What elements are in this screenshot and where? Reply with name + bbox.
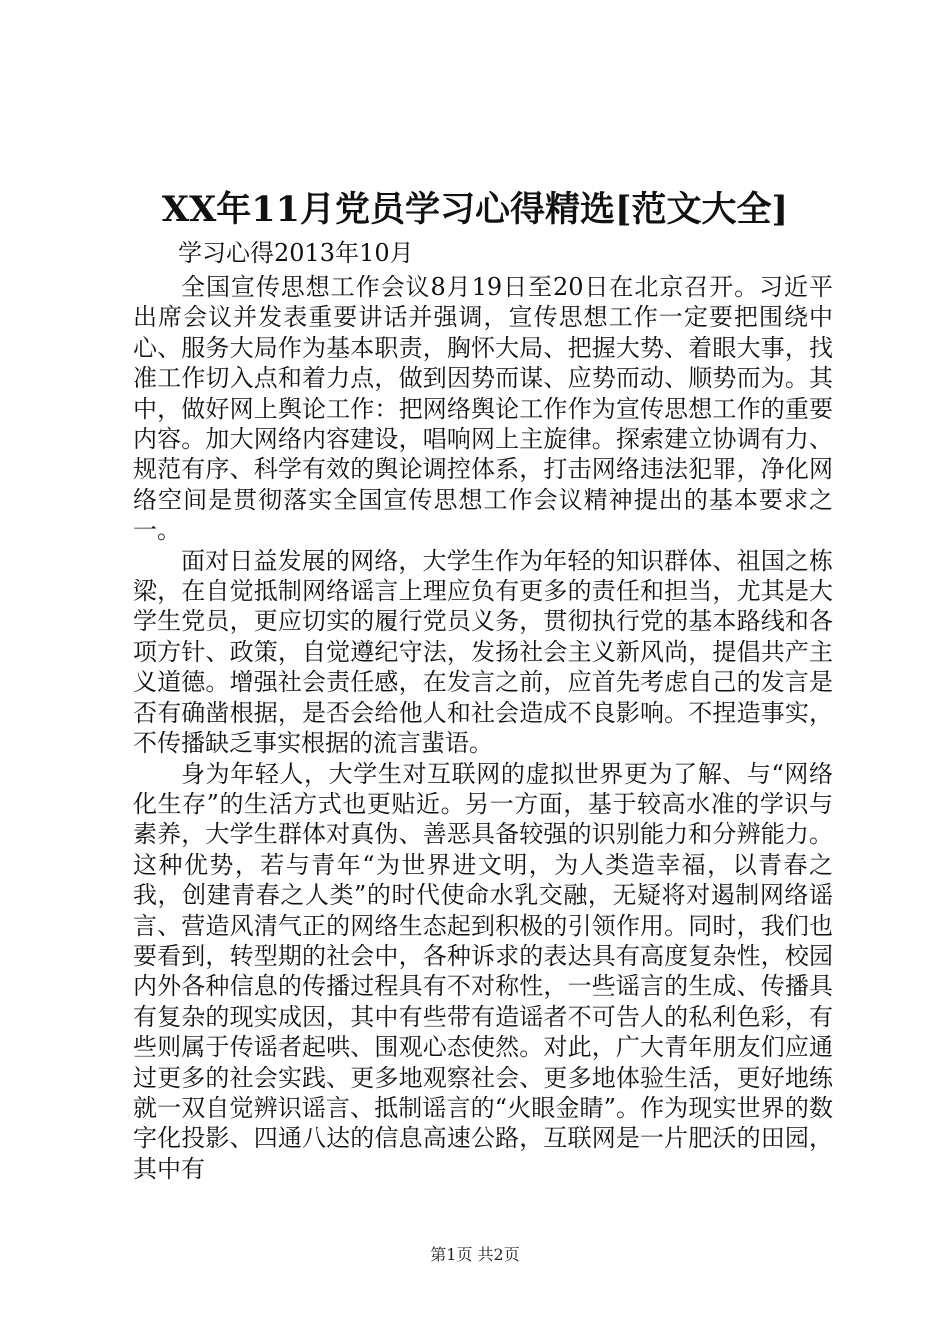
paragraph: 面对日益发展的网络，大学生作为年轻的知识群体、祖国之栋梁，在自觉抵制网络谣言上理应负有更多的责任和担当，尤其是大学生党员，更应切实的履行党员义务，贯彻执行党的基本路线和各项方针、政策，自觉遵纪守法，发扬社会主义新风尚，提倡共产主义道德。增强社会责任感，在发言之前，应首先考虑自己的发言是否有确凿根据，是否会给他人和社会造成不良影响。不捏造事实，不传播缺乏事实根据的流言蜚语。 (133, 546, 833, 758)
document-body (133, 272, 833, 1184)
document-subtitle: 学习心得2013年10月 (178, 239, 414, 267)
paragraph: 全国宣传思想工作会议8月19日至20日在北京召开。习近平出席会议并发表重要讲话并强调，宣传思想工作一定要把围绕中心、服务大局作为基本职责，胸怀大局、把握大势、着眼大事，找准工作切入点和着力点，做到因势而谋、应势而动、顺势而为。其中，做好网上舆论工作：把网络舆论工作作为宣传思想工作的重要内容。加大网络内容建设，唱响网上主旋律。探索建立协调有力、规范有序、科学有效的舆论调控体系，打击网络违法犯罪，净化网络空间是贯彻落实全国宣传思想工作会议精神提出的基本要求之一。 (133, 273, 833, 545)
page-footer: 第1页 共2页 (430, 1245, 520, 1264)
document-title: XX年11月党员学习心得精选[范文大全] (161, 189, 789, 230)
paragraph: 身为年轻人，大学生对互联网的虚拟世界更为了解、与“网络化生存”的生活方式也更贴近。另一方面，基于较高水准的学识与素养，大学生群体对真伪、善恶具备较强的识别能力和分辨能力。这种优势，若与青年“为世界进文明，为人类造幸福，以青春之我，创建青春之人类”的时代使命水乳交融，无疑将对遏制网络谣言、营造风清气正的网络生态起到积极的引领作用。同时，我们也要看到，转型期的社会中，各种诉求的表达具有高度复杂性，校园内外各种信息的传播过程具有不对称性，一些谣言的生成、传播具有复杂的现实成因，其中有些带有造谣者不可告人的私利色彩，有些则属于传谣者起哄、围观心态使然。对此，广大青年朋友们应通过更多的社会实践、更多地观察社会、更多地体验生活，更好地练就一双自觉辨识谣言、抵制谣言的“火眼金睛”。作为现实世界的数字化投影、四通八达的信息高速公路，互联网是一片肥沃的田园，其中有 (133, 759, 833, 1183)
